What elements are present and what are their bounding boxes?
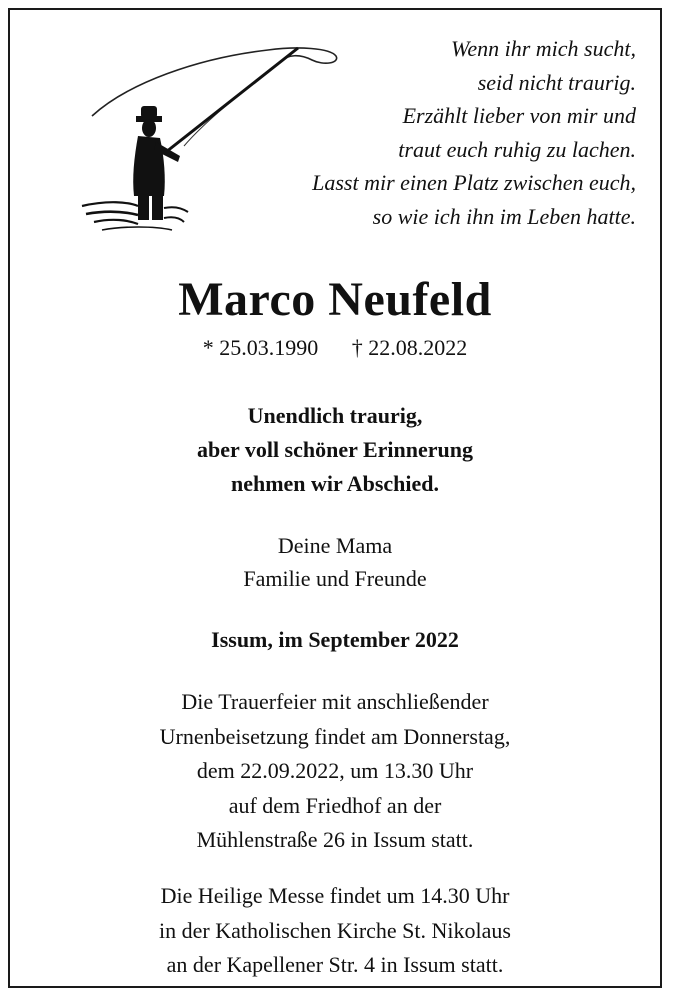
poem-line: traut euch ruhig zu lachen. xyxy=(398,136,636,162)
life-dates xyxy=(10,333,660,363)
poem-line: seid nicht traurig. xyxy=(477,69,636,95)
mourning-line: nehmen wir Abschied. xyxy=(230,471,439,496)
funeral-ceremony-info xyxy=(10,685,660,858)
mourning-message xyxy=(10,399,660,501)
ceremony-line: Urnenbeisetzung findet am Donnerstag, xyxy=(159,723,511,749)
poem-line: so wie ich ihn im Leben hatte. xyxy=(372,203,636,229)
poem-line: Wenn ihr mich sucht, xyxy=(451,36,636,61)
mourner-line: Deine Mama xyxy=(277,533,393,558)
obituary-card xyxy=(8,8,662,988)
mourning-line: aber voll schöner Erinnerung xyxy=(196,437,474,462)
mourner-line: Familie und Freunde xyxy=(243,566,427,591)
birth-date: * 25.03.1990 xyxy=(202,335,319,360)
mass-info xyxy=(10,879,660,983)
mourning-line: Unendlich traurig, xyxy=(247,403,423,428)
poem-line: Erzählt lieber von mir und xyxy=(402,103,636,128)
ceremony-line: dem 22.09.2022, um 13.30 Uhr xyxy=(196,758,474,783)
ceremony-line: Mühlenstraße 26 in Issum statt. xyxy=(196,827,474,852)
mourners xyxy=(10,529,660,595)
death-date: † 22.08.2022 xyxy=(351,335,468,360)
mass-line: Die Heilige Messe findet um 14.30 Uhr xyxy=(160,883,510,908)
mass-line: an der Kapellener Str. 4 in Issum statt. xyxy=(166,952,504,977)
ceremony-line: Die Trauerfeier mit anschließender xyxy=(181,689,489,714)
ceremony-line: auf dem Friedhof an der xyxy=(228,792,442,818)
mass-line: in der Katholischen Kirche St. Nikolaus xyxy=(159,917,511,943)
deceased-name: Marco Neufeld xyxy=(178,273,492,326)
poem xyxy=(216,32,636,233)
poem-line: Lasst mir einen Platz zwischen euch, xyxy=(312,170,636,195)
place-date: Issum, im September 2022 xyxy=(211,627,459,652)
